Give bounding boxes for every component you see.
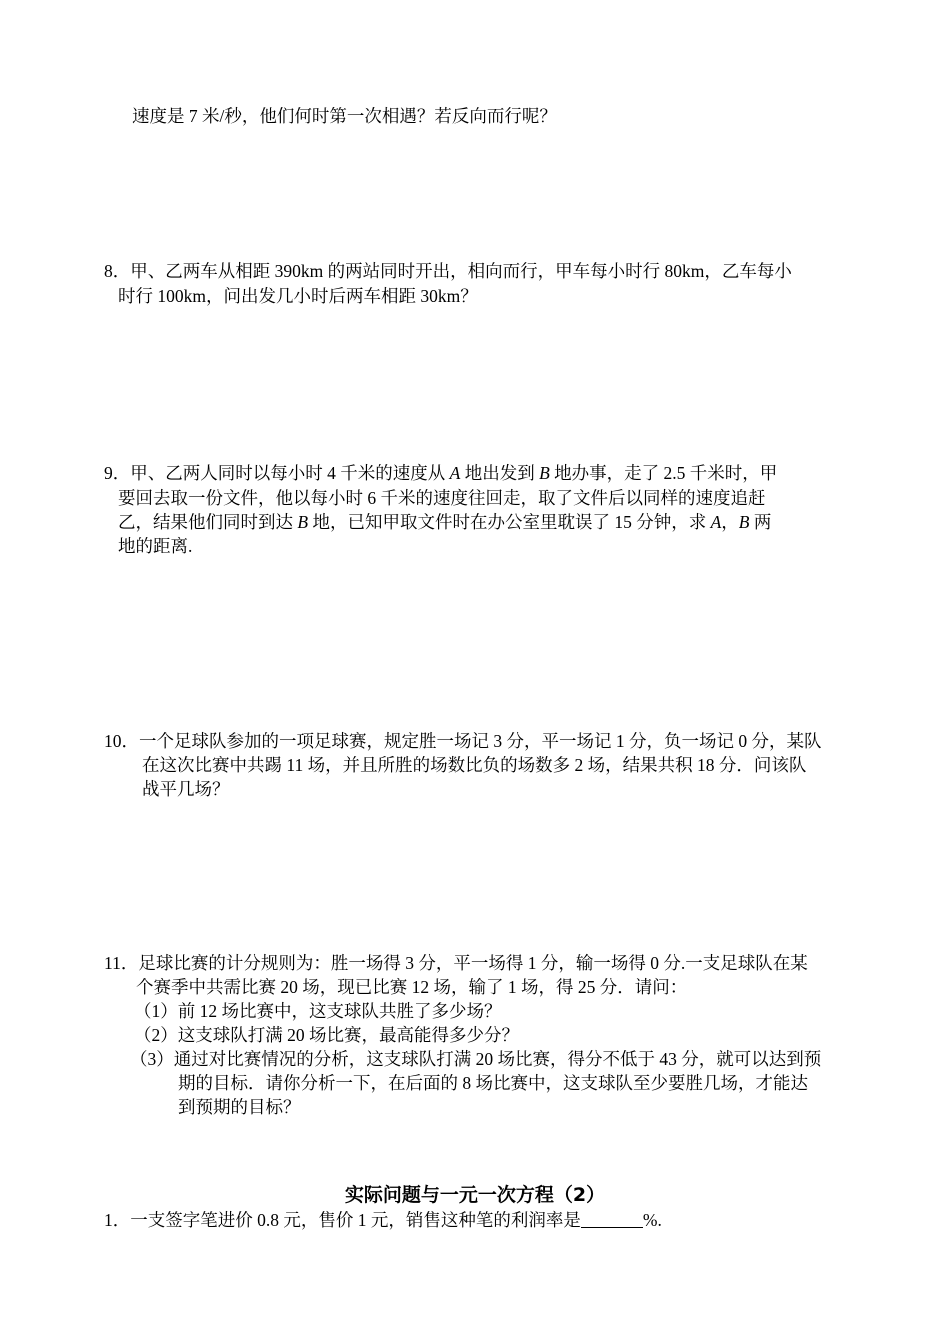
q9-text: 两	[749, 512, 772, 532]
q9-text: 9．甲、乙两人同时以每小时 4 千米的速度从	[104, 463, 450, 483]
var-a: A	[449, 463, 461, 483]
q11-line-2: 个赛季中共需比赛 20 场，现已比赛 12 场，输了 1 场，得 25 分．请问：	[136, 977, 688, 997]
q9-text: 地办事，走了 2.5 千米时，甲	[549, 463, 778, 483]
s2q1-text: 1．一支签字笔进价 0.8 元，售价 1 元，销售这种笔的利润率是	[104, 1210, 581, 1230]
q11-part-3-line-2: 期的目标．请你分析一下，在后面的 8 场比赛中，这支球队至少要胜几场，才能达	[178, 1073, 808, 1093]
section2-question-1	[104, 1208, 662, 1232]
q8-line-2: 时行 100km，问出发几小时后两车相距 30km？	[118, 286, 478, 306]
q11-part-1: （1）前 12 场比赛中，这支球队共胜了多少场？	[134, 1001, 502, 1021]
var-b: B	[539, 463, 550, 483]
q8-line-1: 8．甲、乙两车从相距 390km 的两站同时开出，相向而行，甲车每小时行 80km，乙车每小	[104, 261, 792, 281]
q11-part-3-line-3: 到预期的目标？	[178, 1097, 301, 1117]
section-title: 实际问题与一元一次方程（2）	[344, 1184, 606, 1206]
q9-line-1	[104, 461, 777, 485]
q10-line-1: 10．一个足球队参加的一项足球赛，规定胜一场记 3 分，平一场记 1 分，负一场记 0 分，某队	[104, 731, 822, 751]
q9-text: ，	[721, 512, 739, 532]
q10-line-2: 在这次比赛中共踢 11 场，并且所胜的场数比负的场数多 2 场，结果共积 18 分．问该队	[142, 755, 807, 775]
q10-line-3: 战平几场？	[142, 779, 230, 799]
q7-continuation: 速度是 7 米/秒，他们何时第一次相遇？若反向而行呢？	[132, 106, 557, 126]
q11-part-2: （2）这支球队打满 20 场比赛，最高能得多少分？	[134, 1025, 519, 1045]
var-b: B	[297, 512, 309, 532]
s2q1-text-end: %.	[642, 1210, 662, 1230]
q9-text: 乙，结果他们同时到达	[118, 512, 298, 532]
q9-line-2: 要回去取一份文件，他以每小时 6 千米的速度往回走，取了文件后以同样的速度追赶	[118, 488, 766, 508]
q11-part-3-line-1: （3）通过对比赛情况的分析，这支球队打满 20 场比赛，得分不低于 43 分，就可以达到预	[130, 1049, 822, 1069]
q9-text: 地出发到	[460, 463, 540, 483]
q11-line-1: 11．足球比赛的计分规则为：胜一场得 3 分，平一场得 1 分，输一场得 0 分.一支足球队在某	[104, 953, 808, 973]
q9-line-3	[118, 510, 771, 534]
var-b: B	[738, 512, 750, 532]
answer-blank[interactable]	[581, 1211, 643, 1228]
q9-line-4: 地的距离.	[118, 536, 193, 556]
var-a: A	[710, 512, 722, 532]
q9-text: 地，已知甲取文件时在办公室里耽误了 15 分钟，求	[308, 512, 711, 532]
